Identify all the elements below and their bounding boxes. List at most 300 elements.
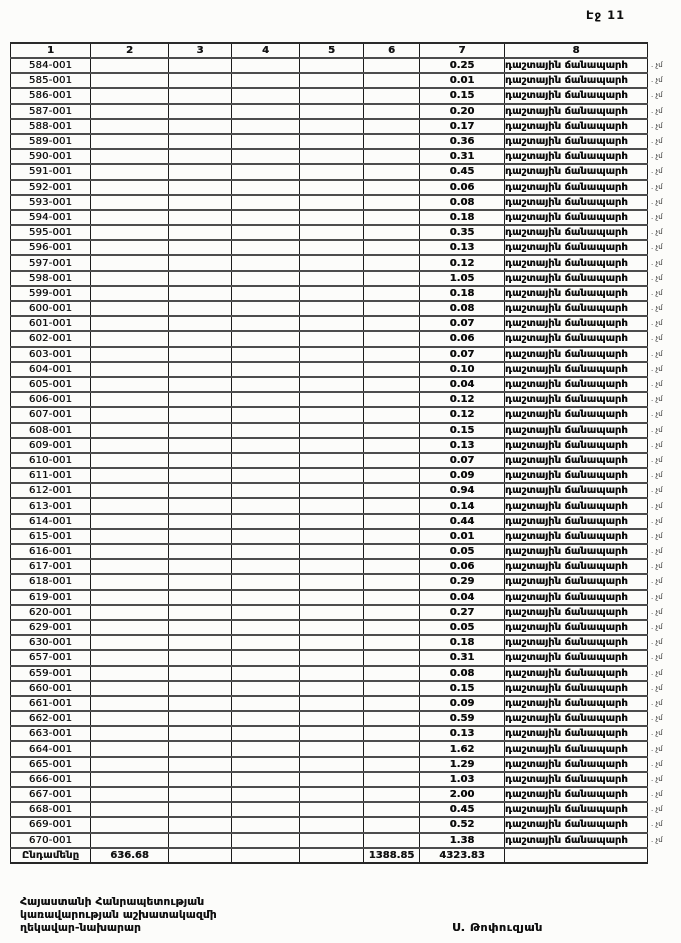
parcel-id-cell: 588-001 (11, 119, 91, 134)
parcel-id-cell: 665-001 (11, 757, 91, 772)
area-value-cell: 0.06 (420, 180, 505, 195)
empty-cell (232, 255, 300, 270)
empty-cell (300, 696, 364, 711)
parcel-id-cell: 608-001 (11, 423, 91, 438)
empty-cell (300, 88, 364, 103)
empty-cell (169, 681, 232, 696)
land-use-cell: դաշտային ճանապարհ (505, 514, 648, 529)
empty-cell (300, 119, 364, 134)
land-use-cell: դաշտային ճանապարհ (505, 650, 648, 665)
col-header-8: 8 (505, 43, 648, 58)
parcel-id-cell: 598-001 (11, 271, 91, 286)
empty-cell (232, 529, 300, 544)
empty-cell (364, 590, 420, 605)
empty-cell (169, 650, 232, 665)
empty-cell (91, 164, 169, 179)
empty-cell (232, 498, 300, 513)
empty-cell (169, 696, 232, 711)
empty-cell (91, 316, 169, 331)
land-use-cell: դաշտային ճանապարհ (505, 666, 648, 681)
empty-cell (91, 210, 169, 225)
margin-note: . չմ (651, 258, 663, 267)
empty-cell (232, 73, 300, 88)
empty-cell (364, 423, 420, 438)
margin-note: . չմ (651, 607, 663, 616)
empty-cell (364, 574, 420, 589)
empty-cell (169, 666, 232, 681)
empty-cell (232, 741, 300, 756)
land-use-cell: դաշտային ճանապարհ (505, 559, 648, 574)
land-use-cell: դաշտային ճանապարհ (505, 726, 648, 741)
empty-cell (91, 544, 169, 559)
empty-cell (232, 666, 300, 681)
col-header-4: 4 (232, 43, 300, 58)
land-use-cell: դաշտային ճանապարհ (505, 286, 648, 301)
margin-note: . չմ (651, 638, 663, 647)
empty-cell (169, 559, 232, 574)
total-col6: 1388.85 (364, 848, 420, 863)
margin-note: . չմ (651, 759, 663, 768)
empty-cell (169, 453, 232, 468)
empty-cell (364, 180, 420, 195)
table-row (11, 650, 674, 665)
area-value-cell: 1.62 (420, 741, 505, 756)
empty-cell (364, 73, 420, 88)
area-value-cell: 0.06 (420, 559, 505, 574)
empty-cell (232, 149, 300, 164)
margin-note: . չմ (651, 744, 663, 753)
empty-cell (169, 802, 232, 817)
area-value-cell: 0.25 (420, 58, 505, 73)
parcel-id-cell: 659-001 (11, 666, 91, 681)
empty-cell (232, 620, 300, 635)
parcel-id-cell: 666-001 (11, 772, 91, 787)
empty-cell (91, 377, 169, 392)
land-use-cell: դաշտային ճանապարհ (505, 240, 648, 255)
margin-note: . չմ (651, 167, 663, 176)
empty-cell (91, 498, 169, 513)
empty-cell (91, 286, 169, 301)
empty-cell (232, 195, 300, 210)
land-use-cell: դաշտային ճանապարհ (505, 483, 648, 498)
empty-cell (364, 119, 420, 134)
empty-cell (364, 711, 420, 726)
empty-cell (169, 225, 232, 240)
empty-cell (169, 58, 232, 73)
empty-cell (364, 666, 420, 681)
margin-spacer (648, 43, 674, 58)
empty-cell (232, 286, 300, 301)
table-row (11, 104, 674, 119)
empty-cell (364, 255, 420, 270)
empty-cell (91, 331, 169, 346)
area-value-cell: 0.04 (420, 377, 505, 392)
margin-note: . չմ (651, 668, 663, 677)
area-value-cell: 0.59 (420, 711, 505, 726)
empty-cell (232, 316, 300, 331)
area-value-cell: 0.12 (420, 407, 505, 422)
empty-cell (300, 271, 364, 286)
parcel-id-cell: 670-001 (11, 833, 91, 848)
empty-cell (300, 58, 364, 73)
col-header-2: 2 (91, 43, 169, 58)
empty-cell (232, 468, 300, 483)
table-row (11, 164, 674, 179)
empty-cell (300, 514, 364, 529)
empty-cell (169, 529, 232, 544)
empty-cell (169, 149, 232, 164)
margin-note: . չմ (651, 137, 663, 146)
parcel-id-cell: 596-001 (11, 240, 91, 255)
empty-cell (300, 833, 364, 848)
margin-note: . չմ (651, 835, 663, 844)
margin-note: . չմ (651, 380, 663, 389)
empty-cell (169, 620, 232, 635)
empty-cell (232, 726, 300, 741)
empty-cell (364, 377, 420, 392)
area-value-cell: 0.45 (420, 164, 505, 179)
empty-cell (91, 468, 169, 483)
empty-cell (300, 711, 364, 726)
empty-cell (300, 134, 364, 149)
empty-cell (300, 453, 364, 468)
empty-cell (91, 438, 169, 453)
parcel-id-cell: 587-001 (11, 104, 91, 119)
margin-note: . չմ (651, 334, 663, 343)
empty-cell (91, 833, 169, 848)
empty-cell (232, 104, 300, 119)
parcel-id-cell: 591-001 (11, 164, 91, 179)
empty-cell (169, 787, 232, 802)
parcel-id-cell: 603-001 (11, 347, 91, 362)
table-row (11, 149, 674, 164)
empty-cell (91, 605, 169, 620)
parcel-id-cell: 604-001 (11, 362, 91, 377)
land-use-cell: դաշտային ճանապարհ (505, 590, 648, 605)
empty-cell (232, 88, 300, 103)
area-value-cell: 2.00 (420, 787, 505, 802)
land-use-cell: դաշտային ճանապարհ (505, 271, 648, 286)
empty-cell (364, 772, 420, 787)
table-row (11, 240, 674, 255)
table-row (11, 514, 674, 529)
margin-note: . չմ (651, 653, 663, 662)
table-row (11, 666, 674, 681)
total-row (11, 848, 674, 863)
empty-cell (91, 195, 169, 210)
empty-cell (91, 347, 169, 362)
empty-cell (232, 225, 300, 240)
empty-cell (91, 453, 169, 468)
margin-note: . չմ (651, 577, 663, 586)
empty-cell (364, 286, 420, 301)
empty-cell (300, 438, 364, 453)
empty-cell (91, 362, 169, 377)
empty-cell (169, 134, 232, 149)
empty-cell (232, 271, 300, 286)
parcel-id-cell: 614-001 (11, 514, 91, 529)
area-value-cell: 1.38 (420, 833, 505, 848)
margin-spacer (648, 848, 674, 863)
land-use-cell: դաշտային ճանապարհ (505, 58, 648, 73)
empty-cell (232, 347, 300, 362)
table-row (11, 438, 674, 453)
empty-cell (300, 605, 364, 620)
empty-cell (300, 377, 364, 392)
empty-cell (91, 423, 169, 438)
parcel-id-cell: 657-001 (11, 650, 91, 665)
empty-cell (169, 286, 232, 301)
empty-cell (364, 544, 420, 559)
area-value-cell: 0.18 (420, 210, 505, 225)
empty-cell (91, 726, 169, 741)
empty-cell (91, 681, 169, 696)
header-row (11, 43, 674, 58)
area-value-cell: 0.14 (420, 498, 505, 513)
empty-cell (169, 301, 232, 316)
empty-cell (300, 468, 364, 483)
empty-cell (91, 574, 169, 589)
margin-note: . չմ (651, 774, 663, 783)
area-value-cell: 0.44 (420, 514, 505, 529)
margin-note: . չմ (651, 410, 663, 419)
empty-cell (364, 559, 420, 574)
margin-note: . չմ (651, 820, 663, 829)
empty-cell (232, 392, 300, 407)
footer-line-3: ղեկավար-նախարար (20, 921, 141, 934)
empty-cell (300, 590, 364, 605)
land-use-cell: դաշտային ճանապարհ (505, 817, 648, 832)
land-use-cell: դաշտային ճանապարհ (505, 498, 648, 513)
empty-cell (364, 529, 420, 544)
table-row (11, 574, 674, 589)
table-row (11, 635, 674, 650)
table-row (11, 58, 674, 73)
empty-cell (169, 848, 232, 863)
empty-cell (91, 407, 169, 422)
empty-cell (169, 195, 232, 210)
empty-cell (91, 559, 169, 574)
empty-cell (300, 407, 364, 422)
land-use-cell: դաշտային ճանապարհ (505, 149, 648, 164)
land-use-cell: դաշտային ճանապարհ (505, 180, 648, 195)
margin-note: . չմ (651, 486, 663, 495)
land-use-cell: դաշտային ճանապարհ (505, 255, 648, 270)
table-row (11, 802, 674, 817)
parcel-id-cell: 612-001 (11, 483, 91, 498)
empty-cell (91, 73, 169, 88)
empty-cell (300, 620, 364, 635)
signature-name: Ս. Թոփուզյան (452, 921, 543, 934)
empty-cell (91, 149, 169, 164)
parcel-id-cell: 592-001 (11, 180, 91, 195)
empty-cell (232, 164, 300, 179)
table-row (11, 423, 674, 438)
empty-cell (300, 848, 364, 863)
empty-cell (232, 438, 300, 453)
empty-cell (169, 347, 232, 362)
land-use-cell: դաշտային ճանապարհ (505, 316, 648, 331)
table-row (11, 210, 674, 225)
land-use-cell: դաշտային ճանապարհ (505, 104, 648, 119)
empty-cell (364, 726, 420, 741)
area-value-cell: 0.15 (420, 681, 505, 696)
empty-cell (91, 711, 169, 726)
land-use-cell: դաշտային ճանապարհ (505, 741, 648, 756)
area-value-cell: 0.13 (420, 240, 505, 255)
land-use-cell: դաշտային ճանապարհ (505, 833, 648, 848)
area-value-cell: 0.09 (420, 696, 505, 711)
empty-cell (364, 468, 420, 483)
col-header-6: 6 (364, 43, 420, 58)
margin-note: . չմ (651, 212, 663, 221)
margin-note: . չմ (651, 547, 663, 556)
col-header-7: 7 (420, 43, 505, 58)
table-row (11, 316, 674, 331)
table-row (11, 195, 674, 210)
land-use-cell: դաշտային ճանապարհ (505, 119, 648, 134)
empty-cell (364, 164, 420, 179)
land-use-cell: դաշտային ճանապարհ (505, 347, 648, 362)
empty-cell (300, 362, 364, 377)
empty-cell (364, 271, 420, 286)
empty-cell (91, 802, 169, 817)
empty-cell (232, 696, 300, 711)
area-value-cell: 0.04 (420, 590, 505, 605)
area-value-cell: 0.08 (420, 666, 505, 681)
empty-cell (232, 848, 300, 863)
parcel-id-cell: 595-001 (11, 225, 91, 240)
land-use-cell: դաշտային ճանապարհ (505, 331, 648, 346)
empty-cell (300, 392, 364, 407)
area-value-cell: 0.13 (420, 726, 505, 741)
empty-cell (91, 666, 169, 681)
land-use-cell: դաշտային ճանապարհ (505, 453, 648, 468)
area-value-cell: 1.03 (420, 772, 505, 787)
land-use-cell: դաշտային ճանապարհ (505, 787, 648, 802)
parcel-id-cell: 607-001 (11, 407, 91, 422)
margin-note: . չմ (651, 243, 663, 252)
land-use-cell: դաշտային ճանապարհ (505, 620, 648, 635)
empty-cell (300, 817, 364, 832)
table-row (11, 301, 674, 316)
parcel-id-cell: 605-001 (11, 377, 91, 392)
empty-cell (300, 240, 364, 255)
empty-cell (169, 119, 232, 134)
parcel-id-cell: 668-001 (11, 802, 91, 817)
margin-note: . չմ (651, 304, 663, 313)
empty-cell (169, 574, 232, 589)
margin-note: . չմ (651, 592, 663, 601)
margin-note: . չմ (651, 273, 663, 282)
area-value-cell: 0.45 (420, 802, 505, 817)
empty-cell (300, 73, 364, 88)
empty-cell (300, 559, 364, 574)
land-use-cell: դաշտային ճանապարհ (505, 407, 648, 422)
empty-cell (91, 772, 169, 787)
empty-cell (364, 347, 420, 362)
empty-cell (91, 255, 169, 270)
parcel-id-cell: 629-001 (11, 620, 91, 635)
margin-note: . չմ (651, 440, 663, 449)
total-col7: 4323.83 (420, 848, 505, 863)
table-row (11, 559, 674, 574)
empty-cell (91, 225, 169, 240)
land-use-cell: դաշտային ճանապարհ (505, 134, 648, 149)
table-row (11, 483, 674, 498)
empty-cell (364, 605, 420, 620)
empty-cell (232, 210, 300, 225)
margin-note: . չմ (651, 106, 663, 115)
col-header-3: 3 (169, 43, 232, 58)
margin-note: . չմ (651, 288, 663, 297)
land-use-cell: դաշտային ճանապարհ (505, 195, 648, 210)
empty-cell (364, 681, 420, 696)
area-value-cell: 0.07 (420, 347, 505, 362)
empty-cell (169, 438, 232, 453)
empty-cell (169, 514, 232, 529)
empty-cell (364, 149, 420, 164)
empty-cell (232, 590, 300, 605)
area-value-cell: 0.15 (420, 88, 505, 103)
empty-cell (232, 802, 300, 817)
margin-note: . չմ (651, 197, 663, 206)
margin-note: . չմ (651, 729, 663, 738)
table-row (11, 757, 674, 772)
margin-note: . չմ (651, 76, 663, 85)
parcel-id-cell: 613-001 (11, 498, 91, 513)
empty-cell (232, 180, 300, 195)
empty-cell (169, 392, 232, 407)
empty-cell (364, 635, 420, 650)
empty-cell (300, 741, 364, 756)
empty-cell (169, 833, 232, 848)
land-use-cell: դաշտային ճանապարհ (505, 225, 648, 240)
parcel-id-cell: 620-001 (11, 605, 91, 620)
empty-cell (300, 726, 364, 741)
parcel-id-cell: 667-001 (11, 787, 91, 802)
parcel-id-cell: 663-001 (11, 726, 91, 741)
empty-cell (169, 271, 232, 286)
empty-cell (169, 210, 232, 225)
area-value-cell: 0.12 (420, 392, 505, 407)
empty-cell (169, 316, 232, 331)
empty-cell (232, 301, 300, 316)
area-value-cell: 0.01 (420, 529, 505, 544)
empty-cell (300, 787, 364, 802)
empty-cell (300, 757, 364, 772)
empty-cell (300, 316, 364, 331)
area-value-cell: 0.08 (420, 195, 505, 210)
empty-cell (232, 757, 300, 772)
empty-cell (364, 696, 420, 711)
empty-cell (364, 757, 420, 772)
empty-cell (364, 514, 420, 529)
margin-note: . չմ (651, 395, 663, 404)
empty-cell (300, 650, 364, 665)
empty-cell (91, 271, 169, 286)
table-row (11, 392, 674, 407)
area-value-cell: 0.01 (420, 73, 505, 88)
empty-cell (232, 453, 300, 468)
table-row (11, 817, 674, 832)
table-row (11, 726, 674, 741)
empty-cell (300, 802, 364, 817)
land-use-cell: դաշտային ճանապարհ (505, 362, 648, 377)
empty-cell (169, 711, 232, 726)
margin-note: . չմ (651, 455, 663, 464)
empty-cell (364, 225, 420, 240)
